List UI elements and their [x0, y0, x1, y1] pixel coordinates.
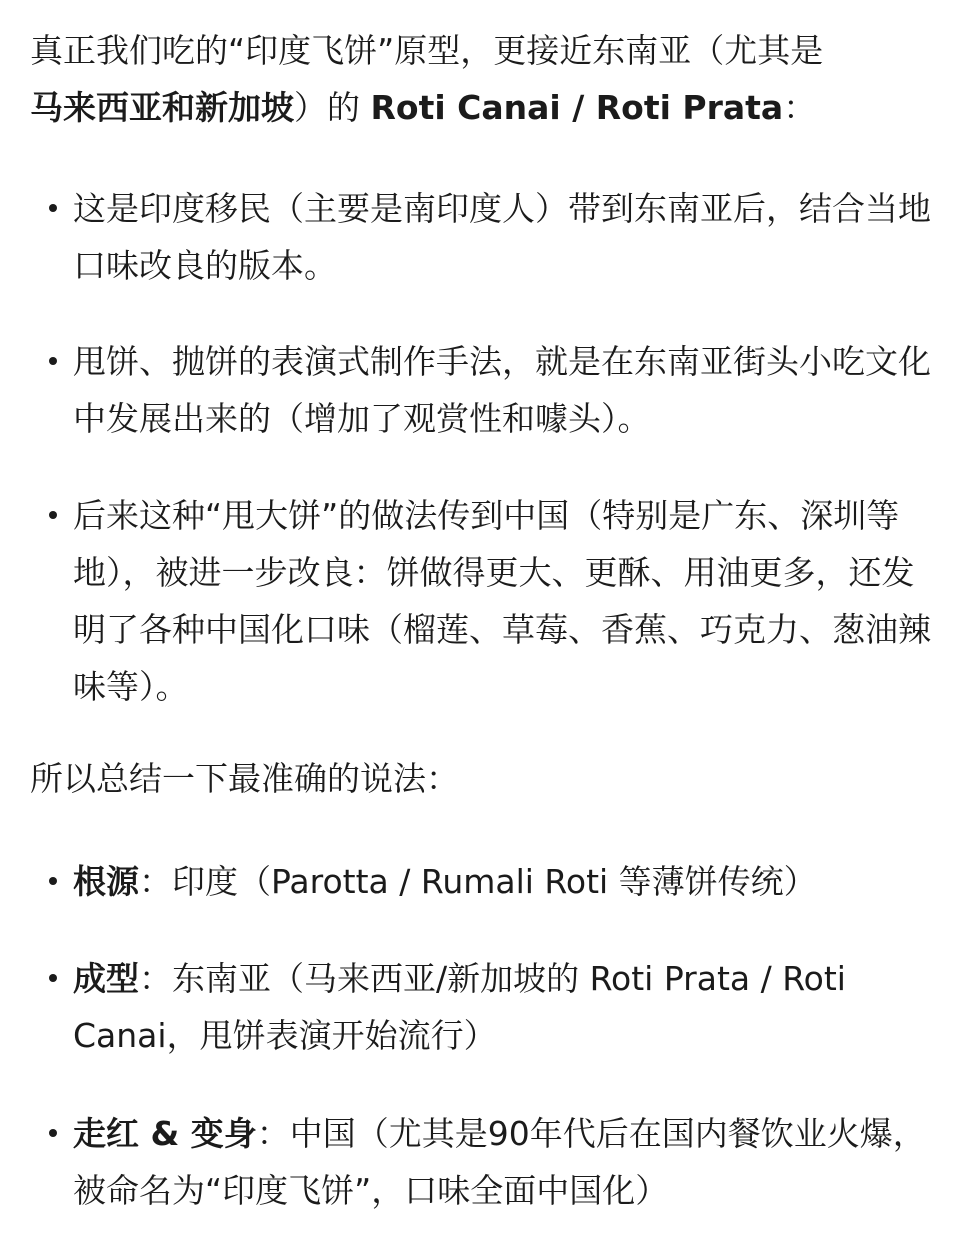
summary-intro: 所以总结一下最准确的说法：: [30, 759, 459, 798]
list-item-text: 这是印度移民（主要是南印度人）带到东南亚后，结合当地口味改良的版本。: [73, 189, 931, 285]
intro-bold-region: 马来西亚和新加坡: [30, 88, 294, 127]
bullet-dot-icon: [49, 511, 57, 519]
intro-text-2: ）的: [294, 88, 371, 127]
list-item-separator: ：: [256, 1114, 290, 1153]
list-item-label: 走红 & 变身: [73, 1114, 257, 1153]
intro-text-1: 真正我们吃的“印度飞饼”原型，更接近东南亚（尤其是: [30, 31, 824, 70]
list-item: [73, 1105, 935, 1219]
intro-text-3: ：: [783, 88, 817, 127]
bullet-dot-icon: [49, 974, 57, 982]
list-item: [73, 853, 935, 910]
list-item-text: 后来这种“甩大饼”的做法传到中国（特别是广东、深圳等地），被进一步改良：饼做得更大、更酥、用油更多，还发明了各种中国化口味（榴莲、草莓、香蕉、巧克力、葱油辣味等）。: [73, 496, 931, 706]
list-item-text: 甩饼、抛饼的表演式制作手法，就是在东南亚街头小吃文化中发展出来的（增加了观赏性和噱头）。: [73, 342, 931, 438]
list-item-label: 成型: [73, 959, 139, 998]
intro-paragraph: [30, 22, 930, 136]
list-item-separator: ：: [139, 959, 172, 998]
list-item-text: 印度（Parotta / Rumali Roti 等薄饼传统）: [172, 862, 817, 901]
list-item: [73, 180, 935, 294]
bullet-dot-icon: [49, 204, 57, 212]
bullet-dot-icon: [49, 1129, 57, 1137]
list-item-text: 中国（尤其是90年代后在国内餐饮业火爆，被命名为“印度飞饼”，口味全面中国化）: [73, 1114, 926, 1210]
list-item: [73, 950, 935, 1064]
bullet-dot-icon: [49, 357, 57, 365]
list-item-separator: ：: [139, 862, 172, 901]
list-item: [73, 487, 935, 715]
list-item-label: 根源: [73, 862, 139, 901]
list-item: [73, 333, 935, 447]
list-item-text: 东南亚（马来西亚/新加坡的 Roti Prata / Roti Canai，甩饼表演开始流行）: [73, 959, 846, 1055]
bullet-dot-icon: [49, 877, 57, 885]
intro-bold-roti: Roti Canai / Roti Prata: [370, 88, 784, 127]
